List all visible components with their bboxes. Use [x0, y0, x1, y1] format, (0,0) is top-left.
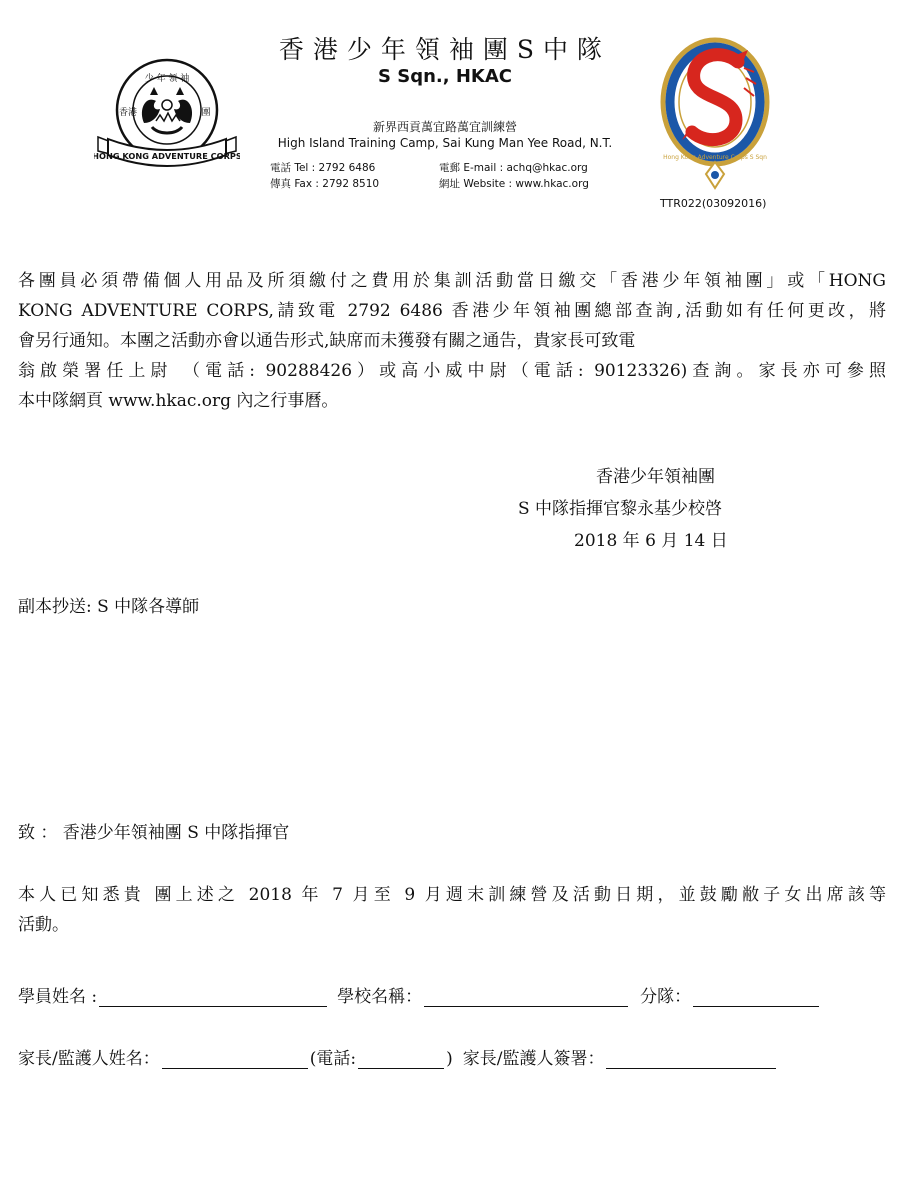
reply-to: 致 ： 香港少年領袖團 S 中隊指揮官: [18, 823, 290, 843]
cc-line: 副本抄送: S 中隊各導師: [18, 597, 200, 617]
notice-paragraph: [18, 266, 886, 416]
signoff-date: 2018 年 6 月 14 日: [574, 531, 728, 551]
org-name-zh: 香港少年領袖團S中隊: [278, 35, 612, 64]
parent-signature-field[interactable]: [606, 1050, 776, 1069]
s-squadron-dragon-emblem-icon: [656, 28, 774, 194]
contact-tel: 電話 Tel : 2792 6486: [270, 162, 376, 174]
ack-line: 活動。: [18, 915, 69, 935]
contact-fax: 傳真 Fax : 2792 8510: [270, 178, 380, 190]
hkac-crest-logo: [94, 55, 240, 175]
notice-line: 翁啟榮署任上尉 （電話: 90288426）或高小威中尉（電話: 90123326)查詢。家長亦可參照: [18, 361, 886, 381]
acknowledgement-paragraph: [18, 880, 886, 940]
notice-line: 本中隊網頁 www.hkac.org 內之行事曆。: [18, 391, 339, 411]
notice-line: 會另行通知。本團之活動亦會以通告形式,缺席而未獲發有關之通告，貴家長可致電: [18, 331, 636, 351]
reference-code: TTR022(03092016): [660, 197, 767, 210]
parent-name-label: 家長/監護人姓名：: [18, 1049, 160, 1069]
crest-banner-text: HONG KONG ADVENTURE CORPS: [94, 151, 240, 161]
emblem-ring-text: Hong Kong Adventure Corps S Sqn: [663, 154, 767, 161]
form-row-parent: [18, 1044, 778, 1069]
student-name-field[interactable]: [99, 988, 327, 1007]
crest-left-text: 香港: [118, 108, 138, 118]
form-row-student: [18, 982, 821, 1007]
contact-website: 網址 Website : www.hkac.org: [439, 178, 589, 190]
ack-line: 本人已知悉貴 團上述之 2018 年 7 月至 9 月週末訓練營及活動日期，並鼓勵敝子女出席該等: [18, 885, 886, 905]
signoff-signer: S 中隊指揮官黎永基少校啓: [518, 499, 723, 519]
section-field[interactable]: [693, 988, 819, 1007]
address-en: High Island Training Camp, Sai Kung Man Yee Road, N.T.: [277, 136, 613, 150]
signoff-org: 香港少年領袖團: [596, 467, 715, 487]
crest-right-text: 團: [201, 108, 211, 118]
student-name-label: 學員姓名 :: [18, 987, 98, 1007]
notice-line: KONG ADVENTURE CORPS,請致電 2792 6486 香港少年領袖團總部查詢,活動如有任何更改，將: [18, 301, 886, 321]
phone-close: ): [446, 1049, 453, 1069]
notice-line: 各團員必須帶備個人用品及所須繳付之費用於集訓活動當日繳交「香港少年領袖團」或「HONG: [18, 271, 886, 291]
s-squadron-emblem-logo: [656, 28, 774, 194]
address-zh: 新界西貢萬宜路萬宜訓練營: [372, 120, 517, 134]
phone-field[interactable]: [358, 1050, 444, 1069]
section-label: 分隊：: [640, 987, 692, 1007]
parent-signature-label: 家長/監護人簽署：: [462, 1049, 605, 1069]
contact-email: 電郵 E-mail : achq@hkac.org: [439, 162, 588, 174]
crest-top-text: 少 年 領 袖: [144, 74, 190, 84]
hkac-dragon-crest-icon: [94, 55, 240, 175]
parent-name-field[interactable]: [162, 1050, 308, 1069]
school-name-field[interactable]: [424, 988, 628, 1007]
school-name-label: 學校名稱：: [337, 987, 423, 1007]
phone-label: (電話:: [309, 1049, 357, 1069]
org-name-en: S Sqn., HKAC: [378, 66, 512, 87]
